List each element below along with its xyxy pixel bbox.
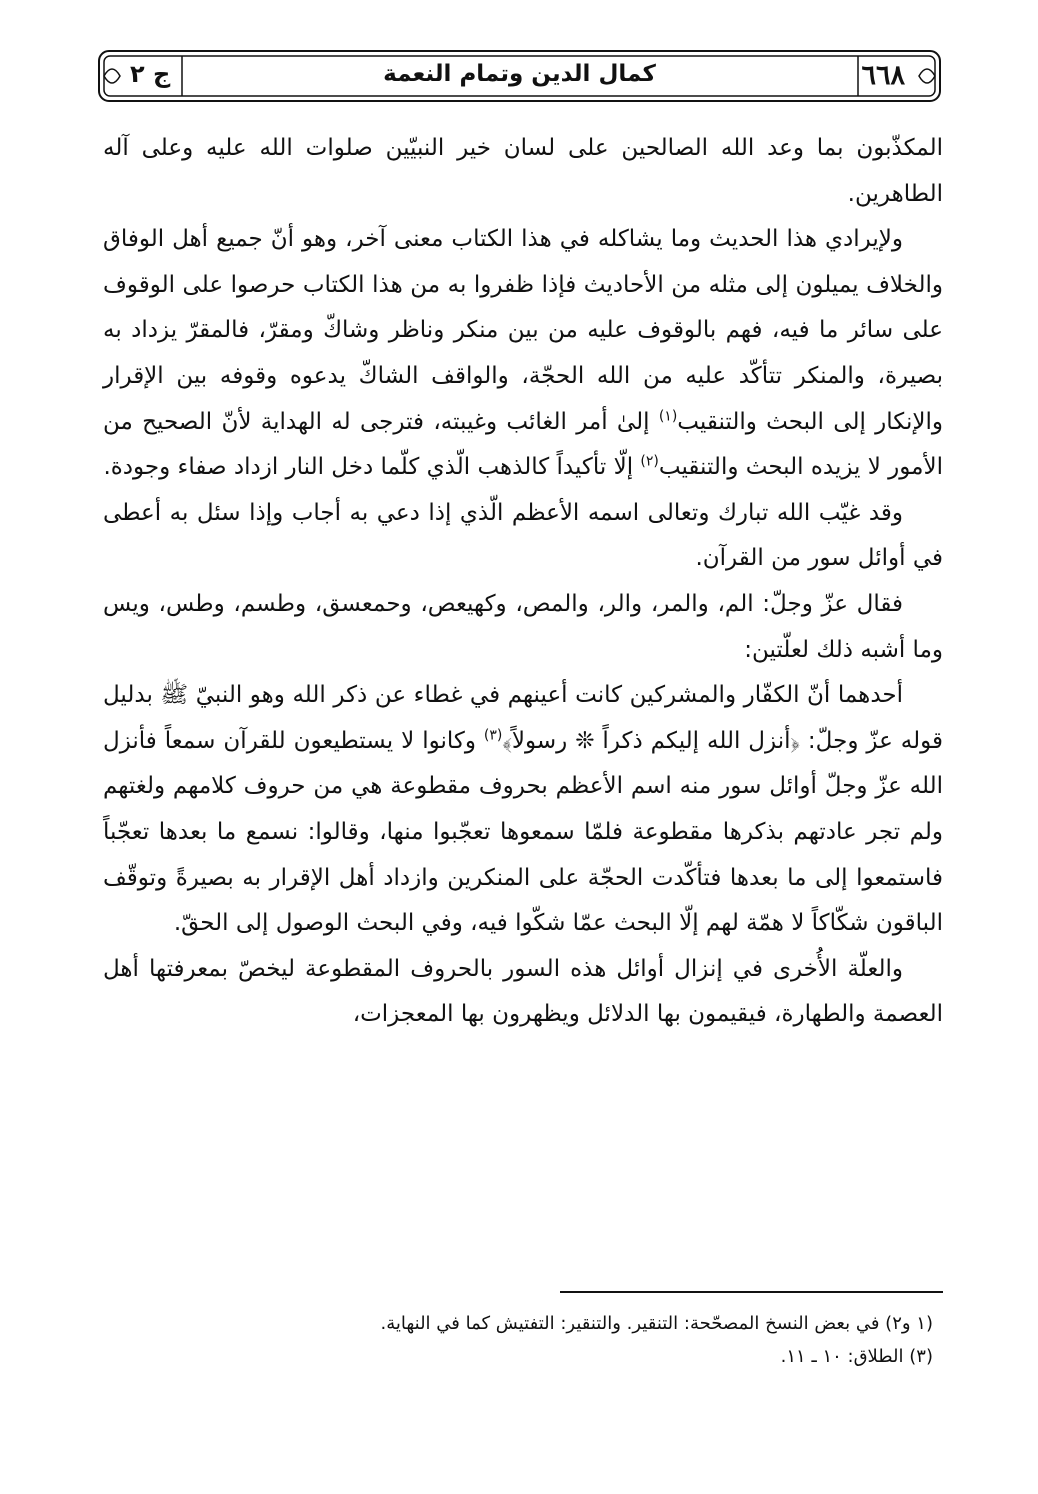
footnote-2: (٣) الطلاق: ١٠ ـ ١١.: [780, 1346, 933, 1367]
paragraph-2-part-c: إلّا تأكيداً كالذهب الّذي كلّما دخل النار ازداد صفاء وجودة.: [103, 454, 641, 481]
footnotes: [300, 1307, 943, 1373]
book-title: كمال الدين وتمام النعمة: [383, 61, 656, 87]
paragraph-5: [103, 673, 943, 947]
paragraph-6: والعلّة الأُخرى في إنزال أوائل هذه السور بالحروف المقطوعة ليخصّ بمعرفتها أهل العصمة والطهارة، فيقيمون بها الدلائل ويظهرون بها المعجزات،: [103, 955, 943, 1028]
main-text: [103, 126, 943, 1038]
footnote-ref-3: (٣): [483, 727, 503, 744]
paragraph-1: المكذّبون بما وعد الله الصالحين على لسان خير النبيّين صلوات الله عليه وعلى آله الطاهرين.: [103, 135, 943, 207]
paragraph-5-part-a: أحدهما أنّ الكفّار والمشركين كانت أعينهم في غطاء عن ذكر الله وهو النبيّ ﷺ بدليل قوله عزّ وجلّ: ﴿أنزل الله إليكم ذكراً ❊ رسولاً﴾: [103, 682, 943, 754]
footnote-ref-2: (٢): [640, 453, 659, 470]
paragraph-4: فقال عزّ وجلّ: الم، والمر، والر، والمص، وكهيعص، وحمعسق، وطسم، وطس، ويس وما أشبه ذلك لعلّتين:: [103, 590, 943, 663]
running-header: [98, 50, 941, 102]
paragraph-3: وقد غيّب الله تبارك وتعالى اسمه الأعظم الّذي إذا دعي به أجاب وإذا سئل به أعطى في أوائل سور من القرآن.: [103, 499, 943, 572]
page-number: ٦٦٨: [861, 60, 905, 91]
paragraph-2: [103, 217, 943, 491]
footnote-1: (١ و٢) في بعض النسخ المصحّحة: التنقير. والتنقير: التفتيش كما في النهاية.: [380, 1313, 933, 1334]
paragraph-5-part-b: وكانوا لا يستطيعون للقرآن سمعاً فأنزل الله عزّ وجلّ أوائل سور منه اسم الأعظم بحروف مقطوعة هي من حروف كلامهم ولغتهم ولم تجر عادتهم بذكرها مقطوعة فلمّا سمعوها تعجّبوا منها، وقالوا: نسمع ما بعدها تعجّباً فاستمعوا إلى ما بعدها فتأكّدت الحجّة على المنكرين وازداد أهل الإقرار به بصيرةً وتوقّف الباقون شكّاكاً لا همّة لهم إلّا البحث عمّا شكّوا فيه، وفي البحث الوصول إلى الحقّ.: [103, 727, 943, 937]
paragraph-2-part-a: ولإيرادي هذا الحديث وما يشاكله في هذا الكتاب معنى آخر، وهو أنّ جميع أهل الوفاق والخلاف يميلون إلى مثله من الأحاديث فإذا ظفروا به من هذا الكتاب حرصوا على الوقوف على سائر ما فيه، فهم بالوقوف عليه من بين منكر وناظر وشاكّ ومقرّ، فالمقرّ يزداد به بصيرة، والمنكر تتأكّد عليه من الله الحجّة، والواقف الشاكّ يدعوه وقوفه بين الإقرار والإنكار إلى البحث والتنقيب: [103, 226, 943, 435]
footnote-ref-1: (١): [658, 407, 678, 424]
volume-label: ج ٢: [130, 60, 171, 88]
footnote-separator: [560, 1291, 943, 1293]
paragraph-2-part-b: إلىٰ أمر الغائب وغيبته، فترجى له الهداية لأنّ الصحيح من الأمور لا يزيده البحث والتنقيب: [103, 408, 943, 481]
